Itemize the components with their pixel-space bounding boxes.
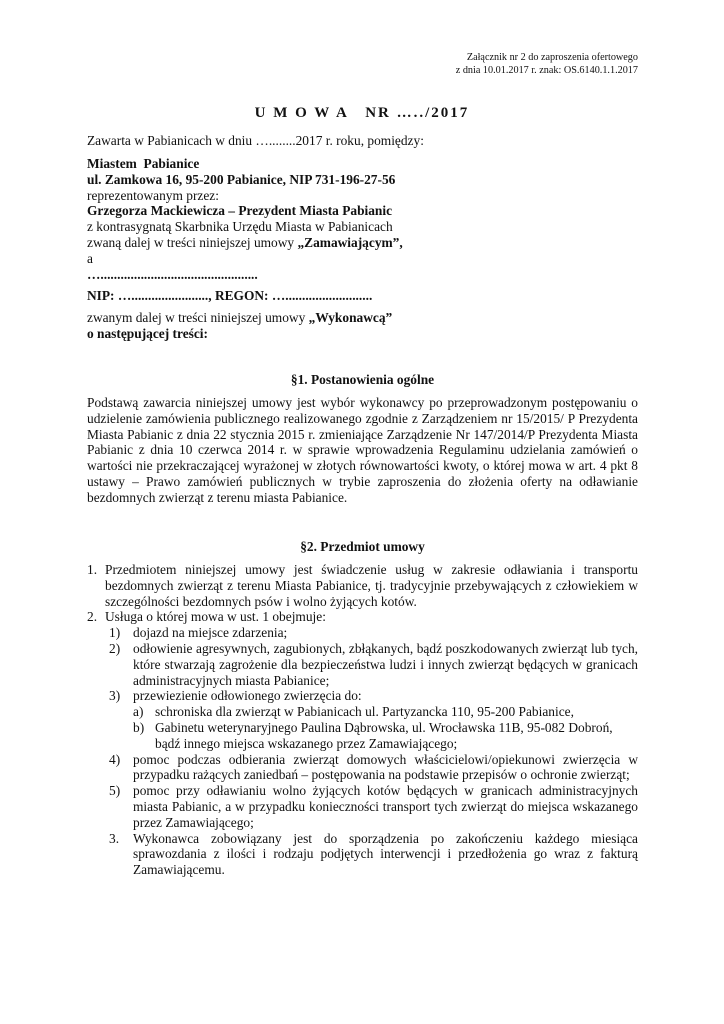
document-title: U M O W A NR …../2017 <box>254 105 470 121</box>
annex-note <box>456 52 638 77</box>
party-1-called-name: „Zamawiającym”, <box>297 234 403 250</box>
party-2-content: o następującej treści: <box>87 325 208 341</box>
list-item <box>109 688 638 704</box>
annex-line-1: Załącznik nr 2 do zaproszenia ofertowego <box>466 52 638 63</box>
sub-list-item <box>133 704 638 720</box>
list-item-number: 1) <box>109 625 121 641</box>
party-1-called <box>87 235 638 251</box>
list-item <box>109 641 638 688</box>
list-item-number: 5) <box>109 783 121 799</box>
list-item-text: przewiezienie odłowionego zwierzęcia do: <box>133 688 362 704</box>
sub-list-item <box>133 720 638 752</box>
party-2-called-prefix: zwanym dalej w treści niniejszej umowy <box>87 310 309 325</box>
section-1-heading: §1. Postanowienia ogólne <box>290 372 435 387</box>
section-2-heading: §2. Przedmiot umowy <box>300 539 425 554</box>
list-item-text: odłowienie agresywnych, zagubionych, zbłąkanych, bądź poszkodowanych zwierząt lub tych, które stwarzają zagrożenie dla bezpieczeństwa ludzi i innych zwierząt będących w granicach administracyjnych miasta Pabianice; <box>133 640 638 688</box>
party-2-name: …............................................... <box>87 267 258 282</box>
party-1-name: Miastem Pabianice <box>87 156 200 171</box>
party-2-called-name: „Wykonawcą” <box>308 310 393 325</box>
paragraph-2 <box>87 609 638 625</box>
party-2 <box>87 267 638 283</box>
party-1-address: ul. Zamkowa 16, 95-200 Pabianice, NIP 731-196-27-56 <box>87 171 396 187</box>
party-1-called-prefix: zwaną dalej w treści niniejszej umowy <box>87 234 298 250</box>
paragraph-1 <box>87 562 638 609</box>
party-and: a <box>87 250 93 266</box>
paragraph-1-text: Przedmiotem niniejszej umowy jest świadczenie usług w zakresie odławiania i transportu bezdomnych zwierząt z terenu Miasta Pabianice, tj. tradycyjnie przebywających z człowiekiem w szczególności bezdomnych psów i wolno żyjących kotów. <box>105 562 638 609</box>
list-item <box>109 752 638 784</box>
paragraph-2-text: Usługa o której mowa w ust. 1 obejmuje: <box>105 609 326 625</box>
party-1 <box>87 156 638 267</box>
party-2-nip-regon: NIP: …......................., REGON: ….......................... <box>87 288 373 303</box>
list-item-text: dojazd na miejsce zdarzenia; <box>133 625 288 641</box>
paragraph-1-number: 1. <box>87 562 98 577</box>
paragraph-3 <box>109 831 638 878</box>
list-item <box>109 783 638 830</box>
annex-line-2: z dnia 10.01.2017 r. znak: OS.6140.1.1.2017 <box>455 64 638 76</box>
sub-list-item-text: schroniska dla zwierząt w Pabianicach ul. Partyzancka 110, 95-200 Pabianice, <box>155 704 574 720</box>
sub-list-item-text: Gabinetu weterynaryjnego Paulina Dąbrowska, ul. Wrocławska 11B, 95-082 Dobroń, bądź innego miejsca wskazanego przez Zamawiającego; <box>155 719 613 751</box>
paragraph-3-number: 3. <box>109 830 120 846</box>
list-item <box>109 625 638 641</box>
party-1-countersign: z kontrasygnatą Skarbnika Urzędu Miasta w Pabianicach <box>87 219 393 235</box>
party-2-called-block <box>87 310 638 342</box>
paragraph-2-number: 2. <box>87 609 98 625</box>
list-item-text: pomoc przy odławianiu wolno żyjących kotów będących w granicach administracyjnych miasta Pabianic, a w przypadku konieczności transport tych zwierząt do miejsca wskazanego przez Zamawiającego; <box>133 783 638 830</box>
list-item-text: pomoc podczas odbierania zwierząt domowych właścicielowi/opiekunowi zwierzęcia w przypadku rażących zaniedbań – postępowania na podstawie przepisów o ochronie zwierząt; <box>133 751 638 783</box>
paragraph-3-text: Wykonawca zobowiązany jest do sporządzenia po zakończeniu każdego miesiąca sprawozdania z ilości i rodzaju podjętych interwencji i przedłożenia go wraz z fakturą Zamawiającemu. <box>133 830 638 878</box>
section-2-body <box>87 562 638 878</box>
party-1-represented: reprezentowanym przez: <box>87 187 219 203</box>
sub-list-item-letter: b) <box>133 719 145 735</box>
list-item-number: 3) <box>109 688 121 704</box>
party-2-called <box>87 310 638 326</box>
section-1-text: Podstawą zawarcia niniejszej umowy jest wybór wykonawcy po przeprowadzonym postępowaniu o udzielenie zamówienia publicznego realizowanego zgodnie z Zarządzeniem nr 15/2015/ P Prezydenta Miasta Pabianic z dnia 22 stycznia 2015 r. zmieniające Zarządzenie Nr 147/2014/P Prezydenta Miasta Pabianic z dnia 10 czerwca 2014 r. w sprawie wprowadzenia Regulaminu udzielania zamówień o wartości nie przekraczającej wyrażonej w złotych równowartości kwoty, o której mowa w art. 4 pkt 8 ustawy – Prawo zamówień publicznych w trybie zaproszenia do złożenia oferty na odławianie bezdomnych zwierząt z terenu miasta Pabianice. <box>87 395 638 505</box>
list-item-number: 4) <box>109 751 121 767</box>
list-item-number: 2) <box>109 640 121 656</box>
sub-list-item-letter: a) <box>133 704 144 720</box>
party-2-ids <box>87 288 638 304</box>
party-1-representative: Grzegorza Mackiewicza – Prezydent Miasta Pabianic <box>87 203 393 219</box>
intro-text: Zawarta w Pabianicach w dniu …........2017 r. roku, pomiędzy: <box>87 133 424 148</box>
